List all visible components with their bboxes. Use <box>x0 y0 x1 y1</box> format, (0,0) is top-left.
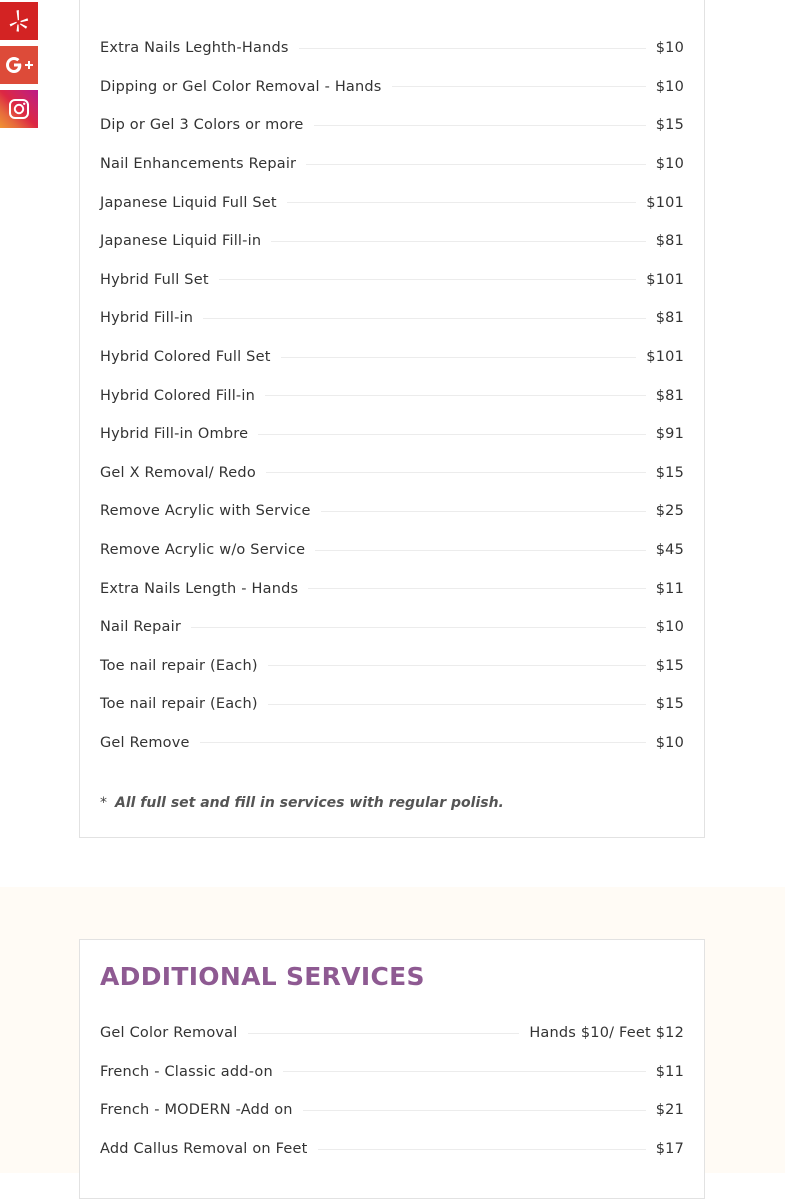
price-row <box>100 222 684 261</box>
leader-line <box>314 125 646 126</box>
leader-line <box>287 202 636 203</box>
service-name: Nail Repair <box>100 619 182 636</box>
service-name: Toe nail repair (Each) <box>100 657 258 674</box>
price-row <box>100 569 684 608</box>
service-price: $11 <box>655 580 684 597</box>
note-marker: * <box>100 795 107 811</box>
service-price: $10 <box>655 734 684 751</box>
service-price: $10 <box>655 619 684 636</box>
leader-line <box>271 241 646 242</box>
price-row <box>100 454 684 493</box>
service-price: $101 <box>646 349 684 366</box>
service-name: Japanese Liquid Full Set <box>100 194 277 211</box>
price-row <box>100 647 684 686</box>
price-row <box>100 608 684 647</box>
leader-line <box>308 588 645 589</box>
price-row <box>100 183 684 222</box>
services-note <box>100 795 504 811</box>
leader-line <box>281 357 637 358</box>
price-row <box>100 1014 684 1053</box>
service-name: Nail Enhancements Repair <box>100 156 297 173</box>
service-name: French - MODERN -Add on <box>100 1102 293 1119</box>
service-name: Gel X Removal/ Redo <box>100 464 256 481</box>
leader-line <box>283 1071 646 1072</box>
service-name: Dipping or Gel Color Removal - Hands <box>100 78 382 95</box>
main-services-card <box>79 0 705 838</box>
leader-line <box>265 395 646 396</box>
price-row <box>100 685 684 724</box>
service-name: Toe nail repair (Each) <box>100 696 258 713</box>
google-plus-icon <box>4 55 34 75</box>
price-row <box>100 376 684 415</box>
social-sidebar <box>0 2 38 134</box>
service-price: $10 <box>655 40 684 57</box>
service-price: $10 <box>655 156 684 173</box>
price-row <box>100 415 684 454</box>
leader-line <box>306 164 646 165</box>
price-row <box>100 106 684 145</box>
price-row <box>100 1130 684 1169</box>
service-name: Remove Acrylic w/o Service <box>100 542 306 559</box>
service-price: $81 <box>655 233 684 250</box>
section-title: ADDITIONAL SERVICES <box>100 962 425 991</box>
service-price: $11 <box>655 1063 684 1080</box>
service-name: Extra Nails Length - Hands <box>100 580 299 597</box>
additional-services-list <box>100 1014 684 1168</box>
yelp-icon <box>8 9 30 33</box>
leader-line <box>258 434 645 435</box>
service-price: $81 <box>655 310 684 327</box>
leader-line <box>299 48 646 49</box>
price-row <box>100 1053 684 1092</box>
service-name: Hybrid Colored Fill-in <box>100 387 255 404</box>
price-row <box>100 531 684 570</box>
leader-line <box>248 1033 520 1034</box>
service-price: $91 <box>655 426 684 443</box>
service-price: $101 <box>646 271 684 288</box>
leader-line <box>303 1110 646 1111</box>
leader-line <box>315 550 645 551</box>
price-row <box>100 492 684 531</box>
main-services-list <box>100 29 684 762</box>
service-name: Hybrid Full Set <box>100 271 209 288</box>
service-name: Hybrid Fill-in Ombre <box>100 426 249 443</box>
leader-line <box>191 627 646 628</box>
service-name: Japanese Liquid Fill-in <box>100 233 262 250</box>
leader-line <box>268 665 646 666</box>
service-name: Hybrid Colored Full Set <box>100 349 271 366</box>
price-row <box>100 261 684 300</box>
service-name: French - Classic add-on <box>100 1063 273 1080</box>
leader-line <box>321 511 646 512</box>
service-price: Hands $10/ Feet $12 <box>529 1025 684 1042</box>
leader-line <box>318 1149 646 1150</box>
price-row <box>100 68 684 107</box>
service-price: $15 <box>655 117 684 134</box>
additional-services-card <box>79 939 705 1199</box>
leader-line <box>266 472 646 473</box>
leader-line <box>200 742 646 743</box>
service-price: $10 <box>655 78 684 95</box>
service-price: $81 <box>655 387 684 404</box>
leader-line <box>392 86 646 87</box>
yelp-button[interactable] <box>0 2 38 40</box>
service-price: $15 <box>655 657 684 674</box>
price-row <box>100 724 684 763</box>
service-name: Gel Color Removal <box>100 1025 238 1042</box>
service-price: $25 <box>655 503 684 520</box>
price-row <box>100 299 684 338</box>
leader-line <box>268 704 646 705</box>
service-name: Extra Nails Leghth-Hands <box>100 40 289 57</box>
instagram-icon <box>8 98 30 120</box>
service-price: $15 <box>655 464 684 481</box>
leader-line <box>203 318 646 319</box>
service-name: Dip or Gel 3 Colors or more <box>100 117 304 134</box>
note-text: All full set and fill in services with regular polish. <box>115 795 504 811</box>
instagram-button[interactable] <box>0 90 38 128</box>
price-row <box>100 338 684 377</box>
leader-line <box>219 279 637 280</box>
service-price: $15 <box>655 696 684 713</box>
google-plus-button[interactable] <box>0 46 38 84</box>
price-row <box>100 1091 684 1130</box>
service-name: Hybrid Fill-in <box>100 310 194 327</box>
price-row <box>100 29 684 68</box>
service-price: $45 <box>655 542 684 559</box>
service-price: $17 <box>655 1141 684 1158</box>
service-name: Remove Acrylic with Service <box>100 503 311 520</box>
service-price: $101 <box>646 194 684 211</box>
service-name: Add Callus Removal on Feet <box>100 1141 308 1158</box>
service-name: Gel Remove <box>100 734 190 751</box>
price-row <box>100 145 684 184</box>
service-price: $21 <box>655 1102 684 1119</box>
